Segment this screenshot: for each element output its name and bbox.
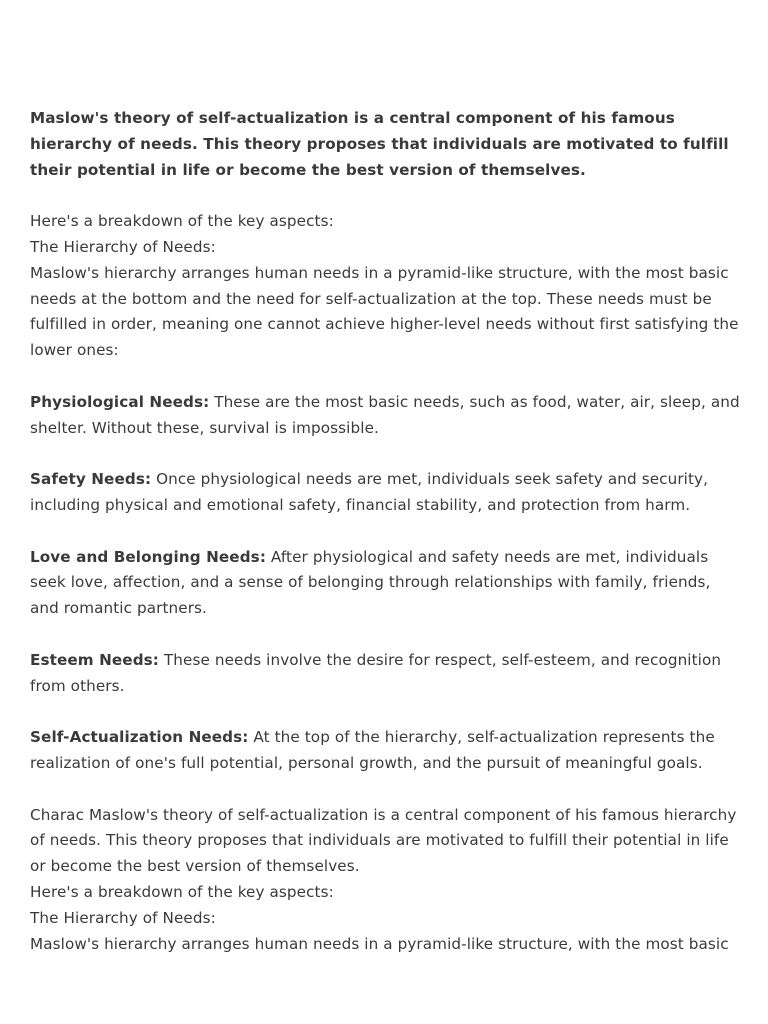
paragraph-gap (30, 699, 740, 725)
need-term: Safety Needs: (30, 470, 152, 489)
need-safety (30, 467, 740, 519)
need-text: Once physiological needs are met, individuals seek safety and security, including physical and emotional safety, financial stability, and protection from harm. (30, 470, 709, 514)
paragraph-gap (30, 777, 740, 803)
repeat-hierarchy-heading: The Hierarchy of Needs: (30, 908, 216, 927)
paragraph-gap (30, 622, 740, 648)
need-physiological (30, 390, 740, 442)
repeat-breakdown-line: Here's a breakdown of the key aspects: (30, 882, 334, 901)
paragraph-gap (30, 519, 740, 545)
paragraph-gap (30, 183, 740, 209)
need-self-actualization (30, 725, 740, 777)
breakdown-line: Here's a breakdown of the key aspects: (30, 212, 334, 231)
need-text: After physiological and safety needs are met, individuals seek love, affection, and a sense of belonging through relationships with family, friends, and romantic partners. (30, 547, 711, 618)
need-term: Physiological Needs: (30, 392, 210, 411)
hierarchy-description: Maslow's hierarchy arranges human needs in a pyramid-like structure, with the most basic needs at the bottom and the need for self-actualization at the top. These needs must be fulfilled in order, meaning one cannot achieve higher-level needs without first satisfying the lower ones: (30, 263, 739, 360)
need-love-belonging (30, 545, 740, 622)
need-text: At the top of the hierarchy, self-actualization represents the realization of one's full potential, personal growth, and the pursuit of meaningful goals. (30, 728, 715, 772)
repeat-intro-paragraph: Charac Maslow's theory of self-actualization is a central component of his famous hierarchy of needs. This theory proposes that individuals are motivated to fulfill their potential in life or become the best version of themselves. (30, 805, 737, 876)
paragraph-gap (30, 441, 740, 467)
need-term: Love and Belonging Needs: (30, 547, 266, 566)
need-text: These are the most basic needs, such as food, water, air, sleep, and shelter. Without these, survival is impossible. (30, 392, 740, 437)
need-term: Esteem Needs: (30, 650, 159, 669)
intro-paragraph: Maslow's theory of self-actualization is a central component of his famous hierarchy of needs. This theory proposes that individuals are motivated to fulfill their potential in life or become the best version of themselves. (30, 109, 729, 179)
need-esteem (30, 648, 740, 700)
need-term: Self-Actualization Needs: (30, 728, 249, 747)
hierarchy-heading: The Hierarchy of Needs: (30, 237, 216, 256)
paragraph-gap (30, 364, 740, 390)
repeat-hierarchy-partial: Maslow's hierarchy arranges human needs in a pyramid-like structure, with the most basic (30, 934, 729, 953)
need-text: These needs involve the desire for respect, self-esteem, and recognition from others. (30, 650, 722, 695)
